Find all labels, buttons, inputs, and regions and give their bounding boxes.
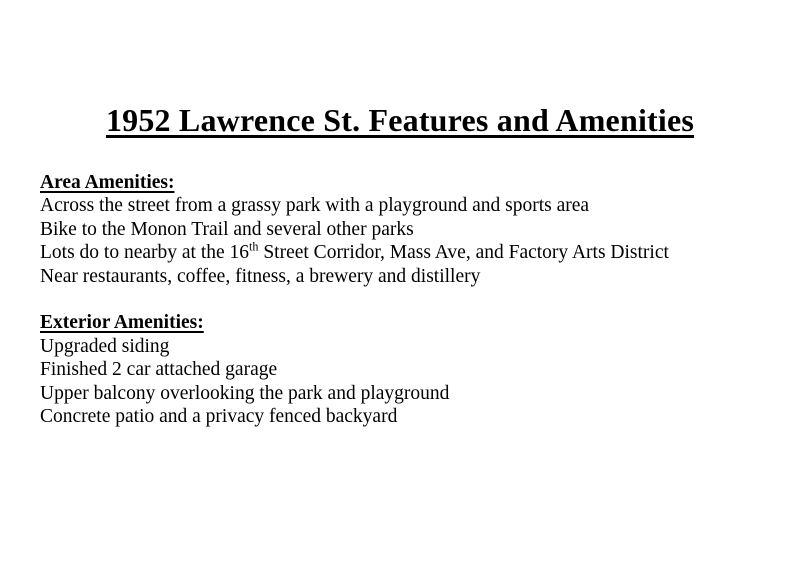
section-heading-area [40, 171, 770, 194]
page-title [0, 101, 800, 139]
document-body [40, 171, 770, 428]
feature-line-patio: Concrete patio and a privacy fenced backyard [40, 406, 398, 428]
ordinal-superscript: th [249, 239, 259, 254]
feature-line-text-after: Street Corridor, Mass Ave, and Factory Arts District [258, 242, 669, 264]
feature-line-grassy-park: Across the street from a grassy park with a playground and sports area [40, 195, 590, 217]
blank-line [40, 288, 770, 311]
feature-line-siding: Upgraded siding [40, 335, 170, 357]
feature-line-restaurants: Near restaurants, coffee, fitness, a brewery and distillery [40, 265, 481, 287]
page-title-text: 1952 Lawrence St. Features and Amenities [105, 102, 695, 138]
section-heading-text: Area Amenities: [40, 172, 175, 193]
section-heading-text: Exterior Amenities: [40, 312, 204, 334]
feature-line-monon-trail: Bike to the Monon Trail and several other parks [40, 218, 414, 240]
feature-line-16th-street [40, 241, 770, 264]
feature-line-garage: Finished 2 car attached garage [40, 359, 278, 381]
section-exterior-amenities [40, 311, 770, 428]
feature-line-text-before: Lots do to nearby at the 16 [40, 242, 250, 264]
section-heading-exterior [40, 311, 770, 334]
feature-line-balcony: Upper balcony overlooking the park and playground [40, 382, 450, 404]
section-area-amenities [40, 171, 770, 288]
